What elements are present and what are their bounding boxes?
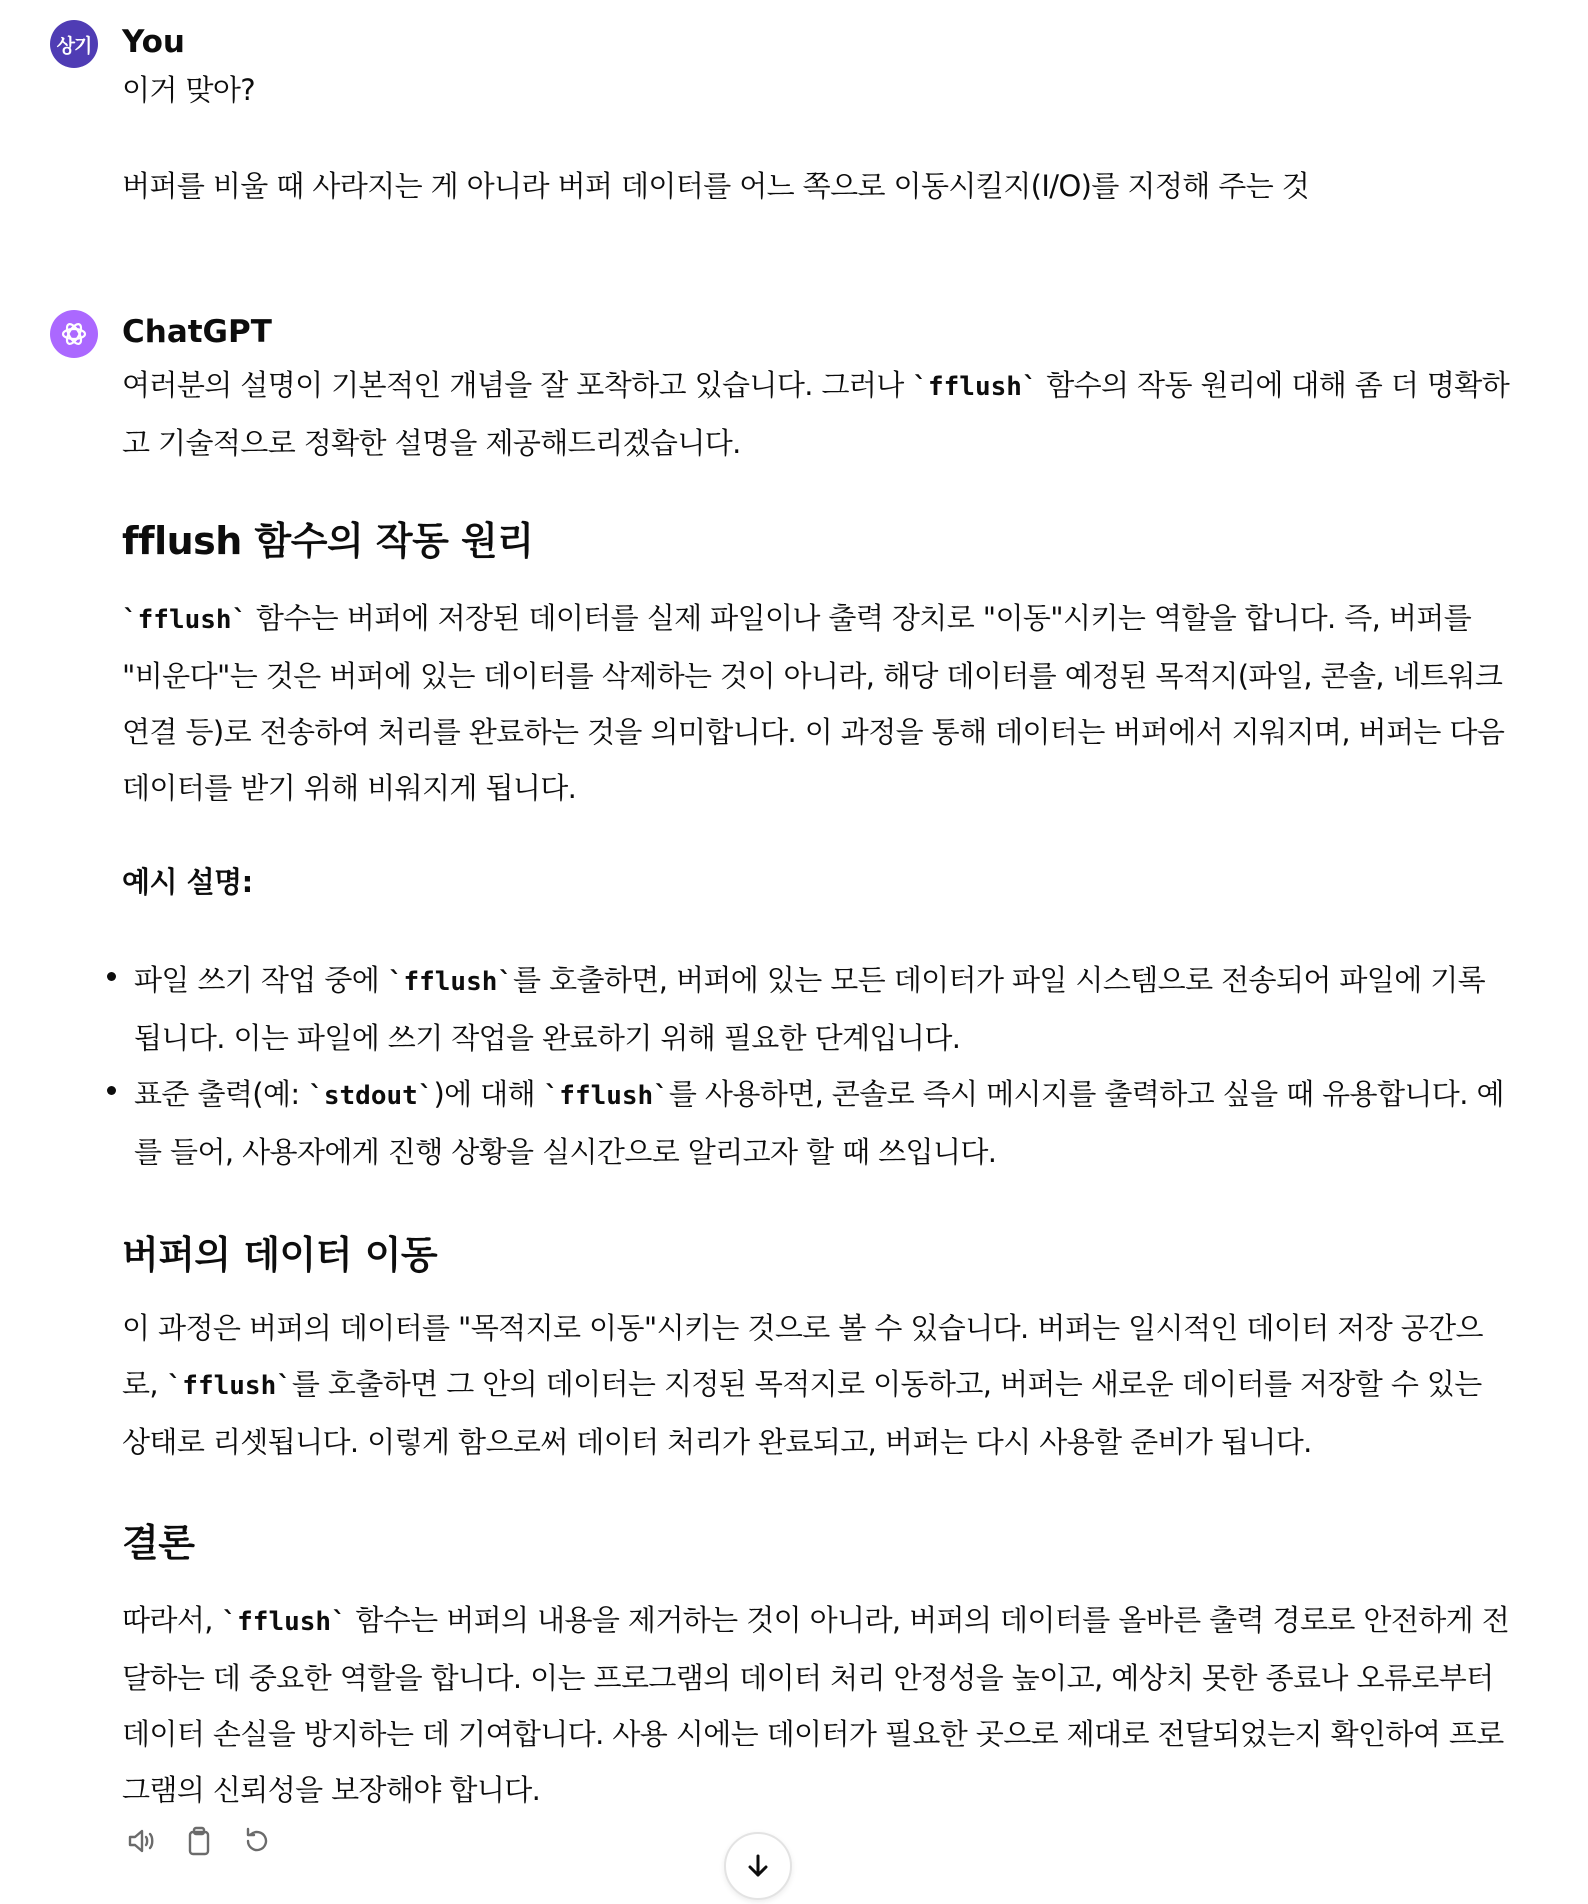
bullet-text-before: 파일 쓰기 작업 중에	[134, 963, 388, 997]
section3-text-after: 함수는 버퍼의 내용을 제거하는 것이 아니라, 버퍼의 데이터를 올바른 출력 경로로 안전하게 전달하는 데 중요한 역할을 합니다. 이는 프로그램의 데이터 처리 안정성을 높이고, 예상치 못한 종료나 오류로부터 데이터 손실을 방지하는 데 기여합니다. 사용 시에는 데이터가 필요한 곳으로 제대로 전달되었는지 확인하여 프로그램의 신뢰성을 보장해야 합니다.	[122, 1603, 1510, 1807]
message-actions	[122, 1822, 276, 1860]
regenerate-button[interactable]	[238, 1822, 276, 1860]
user-message-line-2: 버퍼를 비울 때 사라지는 게 아니라 버퍼 데이터를 어느 쪽으로 이동시킬지(I/O)를 지정해 주는 것	[122, 169, 1310, 203]
user-sender-name: You	[122, 24, 185, 60]
assistant-intro-paragraph	[122, 357, 1512, 471]
section3-paragraph	[122, 1592, 1512, 1818]
section1-paragraph	[122, 590, 1512, 816]
bullet-text-middle: )에 대해	[433, 1077, 544, 1111]
bullet-text-after: 를 사용하면, 콘솔로 즉시 메시지를 출력하고 싶을 때 유용합니다. 예를 들어, 사용자에게 진행 상황을 실시간으로 알리고자 할 때 쓰입니다.	[134, 1077, 1504, 1169]
arrow-down-icon	[743, 1851, 773, 1881]
read-aloud-button[interactable]	[122, 1822, 160, 1860]
list-item	[102, 952, 1512, 1066]
scroll-to-bottom-button[interactable]	[724, 1832, 792, 1900]
section2-text-before: 이 과정은 버퍼의 데이터를 "목적지로 이동"시키는 것으로 볼 수 있습니다. 버퍼는 일시적인 데이터 저장 공간으로,	[122, 1311, 1483, 1401]
inline-code: `fflush`	[166, 1371, 292, 1401]
refresh-icon	[240, 1824, 274, 1858]
intro-text-before: 여러분의 설명이 기본적인 개념을 잘 포착하고 있습니다. 그러나	[122, 368, 913, 402]
section1-text: 함수는 버퍼에 저장된 데이터를 실제 파일이나 출력 장치로 "이동"시키는 역할을 합니다. 즉, 버퍼를 "비운다"는 것은 버퍼에 있는 데이터를 삭제하는 것이 아니라, 해당 데이터를 예정된 목적지(파일, 콘솔, 네트워크 연결 등)로 전송하여 처리를 완료하는 것을 의미합니다. 이 과정을 통해 데이터는 버퍼에서 지워지며, 버퍼는 다음 데이터를 받기 위해 비워지게 됩니다.	[122, 601, 1505, 805]
section-heading-conclusion: 결론	[122, 1521, 195, 1565]
section2-text-after: 를 호출하면 그 안의 데이터는 지정된 목적지로 이동하고, 버퍼는 새로운 데이터를 저장할 수 있는 상태로 리셋됩니다. 이렇게 함으로써 데이터 처리가 완료되고, 버퍼는 다시 사용할 준비가 됩니다.	[122, 1367, 1482, 1459]
user-avatar	[50, 20, 98, 68]
speaker-icon	[124, 1824, 158, 1858]
section3-text-before: 따라서,	[122, 1603, 222, 1637]
assistant-sender-name: ChatGPT	[122, 314, 272, 350]
inline-code: `fflush`	[387, 967, 514, 997]
inline-code: `fflush`	[221, 1607, 347, 1637]
list-item	[102, 1066, 1512, 1180]
user-avatar-initials: 상기	[56, 34, 92, 57]
clipboard-icon	[182, 1824, 216, 1858]
section2-paragraph	[122, 1300, 1512, 1470]
intro-text-after: 함수의 작동 원리에 대해 좀 더 명확하고 기술적으로 정확한 설명을 제공해드리겠습니다.	[122, 368, 1510, 460]
section-heading-fflush-mechanism: fflush 함수의 작동 원리	[122, 519, 534, 563]
bullet-text-after: 를 호출하면, 버퍼에 있는 모든 데이터가 파일 시스템으로 전송되어 파일에 기록됩니다. 이는 파일에 쓰기 작업을 완료하기 위해 필요한 단계입니다.	[134, 963, 1486, 1055]
section-heading-buffer-data-move: 버퍼의 데이터 이동	[122, 1233, 438, 1277]
chatgpt-avatar	[50, 310, 98, 358]
inline-code: `fflush`	[122, 605, 248, 635]
bullet-text-before: 표준 출력(예:	[134, 1077, 309, 1111]
inline-code: `stdout`	[308, 1081, 434, 1111]
copy-button[interactable]	[180, 1822, 218, 1860]
example-bullet-list	[102, 952, 1512, 1180]
inline-code: `fflush`	[543, 1081, 669, 1111]
inline-code: `fflush`	[912, 372, 1038, 402]
openai-logo-icon	[58, 318, 90, 350]
example-label: 예시 설명:	[122, 865, 253, 899]
user-message-line-1: 이거 맞아?	[122, 73, 256, 107]
